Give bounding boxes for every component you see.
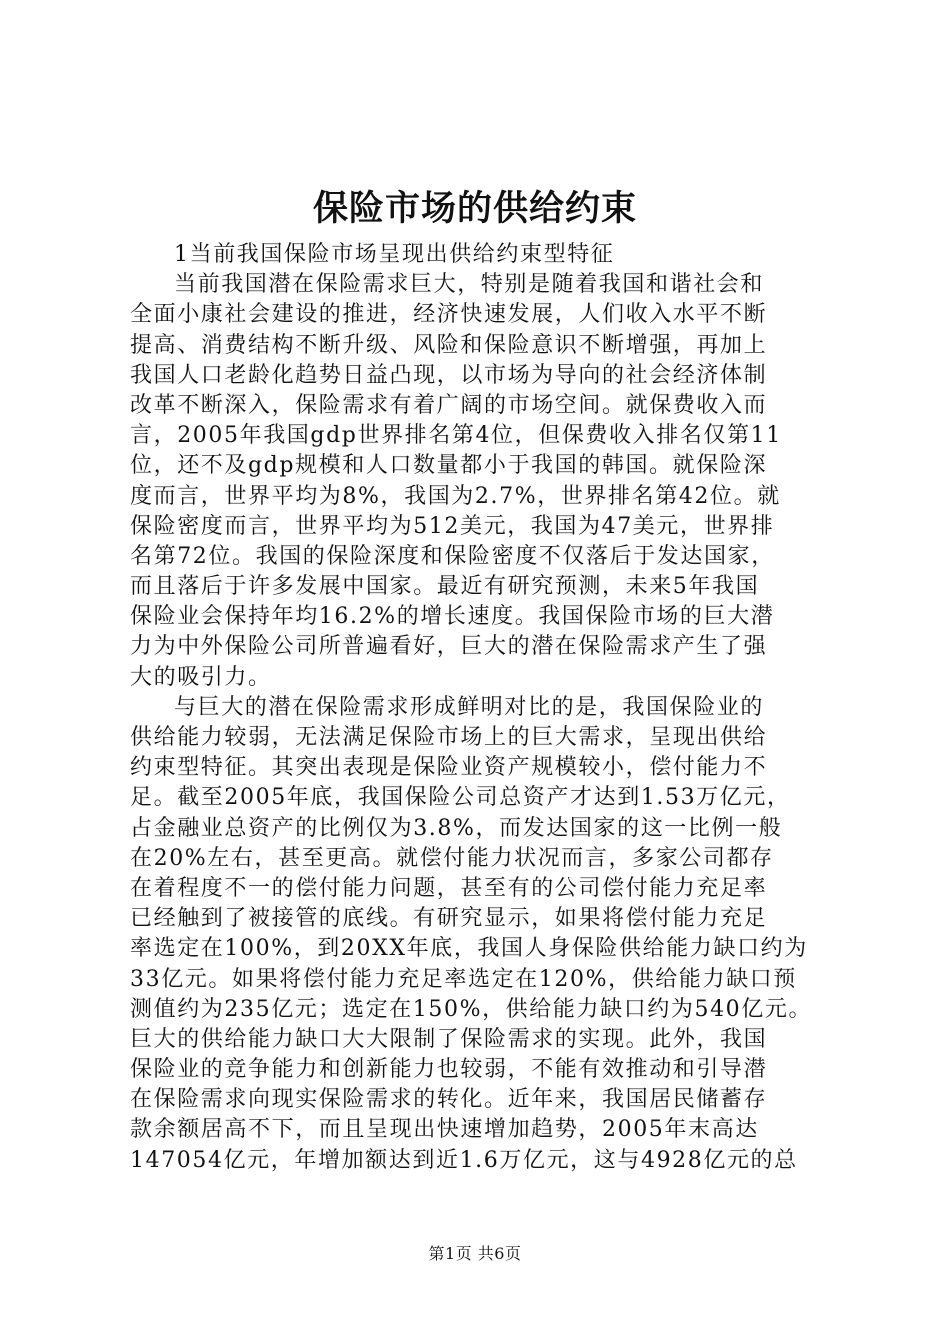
page-title: 保险市场的供给约束	[312, 188, 637, 229]
paragraph-line: 在20%左右，甚至更高。就偿付能力状况而言，多家公司都存	[130, 845, 774, 871]
paragraph-line: 在着程度不一的偿付能力问题，甚至有的公司偿付能力充足率	[130, 875, 768, 901]
paragraph-line: 率选定在100%，到20XX年底，我国人身保险供给能力缺口约为	[130, 936, 808, 962]
paragraph-line: 147054亿元，年增加额达到近1.6万亿元，这与4928亿元的总	[130, 1147, 798, 1173]
paragraph-line: 改革不断深入，保险需求有着广阔的市场空间。就保费收入而	[130, 392, 768, 418]
paragraph-line: 度而言，世界平均为8%，我国为2.7%，世界排名第42位。就	[130, 483, 781, 509]
paragraph-line: 与巨大的潜在保险需求形成鲜明对比的是，我国保险业的	[174, 694, 765, 720]
paragraph-line: 我国人口老龄化趋势日益凸现，以市场为导向的社会经济体制	[130, 362, 768, 388]
paragraph-line: 测值约为235亿元；选定在150%，供给能力缺口约为540亿元。	[130, 996, 813, 1022]
paragraph-line: 位，还不及gdp规模和人口数量都小于我国的韩国。就保险深	[130, 453, 768, 479]
paragraph-line: 款余额居高不下，而且呈现出快速增加趋势，2005年末高达	[130, 1117, 759, 1143]
paragraph-line: 占金融业总资产的比例仅为3.8%，而发达国家的这一比例一般	[130, 815, 783, 841]
paragraph-line: 力为中外保险公司所普遍看好，巨大的潜在保险需求产生了强	[130, 634, 768, 660]
paragraph-line: 已经触到了被接管的底线。有研究显示，如果将偿付能力充足	[130, 906, 768, 932]
paragraph-line: 约束型特征。其突出表现是保险业资产规模较小，偿付能力不	[130, 755, 768, 781]
paragraph-line: 言，2005年我国gdp世界排名第4位，但保费收入排名仅第11	[130, 423, 782, 449]
paragraph-line: 大的吸引力。	[130, 664, 272, 690]
section-heading: 1当前我国保险市场呈现出供给约束型特征	[174, 242, 615, 267]
paragraph-line: 保险业的竞争能力和创新能力也较弱，不能有效推动和引导潜	[130, 1057, 768, 1083]
paragraph-line: 巨大的供给能力缺口大大限制了保险需求的实现。此外，我国	[130, 1026, 768, 1052]
paragraph-line: 在保险需求向现实保险需求的转化。近年来，我国居民储蓄存	[130, 1087, 768, 1113]
page-number-footer: 第1页 共6页	[428, 1244, 522, 1263]
paragraph-line: 提高、消费结构不断升级、风险和保险意识不断增强，再加上	[130, 332, 768, 358]
paragraph-line: 保险业会保持年均16.2%的增长速度。我国保险市场的巨大潜	[130, 604, 775, 630]
paragraph-line: 保险密度而言，世界平均为512美元，我国为47美元，世界排	[130, 513, 775, 539]
paragraph-line: 全面小康社会建设的推进，经济快速发展，人们收入水平不断	[130, 302, 768, 328]
body-text	[130, 240, 835, 1176]
paragraph-line: 当前我国潜在保险需求巨大，特别是随着我国和谐社会和	[174, 272, 765, 298]
paragraph-line: 而且落后于许多发展中国家。最近有研究预测，未来5年我国	[130, 574, 760, 600]
paragraph-line: 名第72位。我国的保险深度和保险密度不仅落后于发达国家，	[130, 543, 775, 569]
paragraph-line: 供给能力较弱，无法满足保险市场上的巨大需求，呈现出供给	[130, 725, 768, 750]
paragraph-line: 33亿元。如果将偿付能力充足率选定在120%，供给能力缺口预	[130, 966, 797, 992]
paragraph-line: 足。截至2005年底，我国保险公司总资产才达到1.53万亿元，	[130, 785, 791, 811]
